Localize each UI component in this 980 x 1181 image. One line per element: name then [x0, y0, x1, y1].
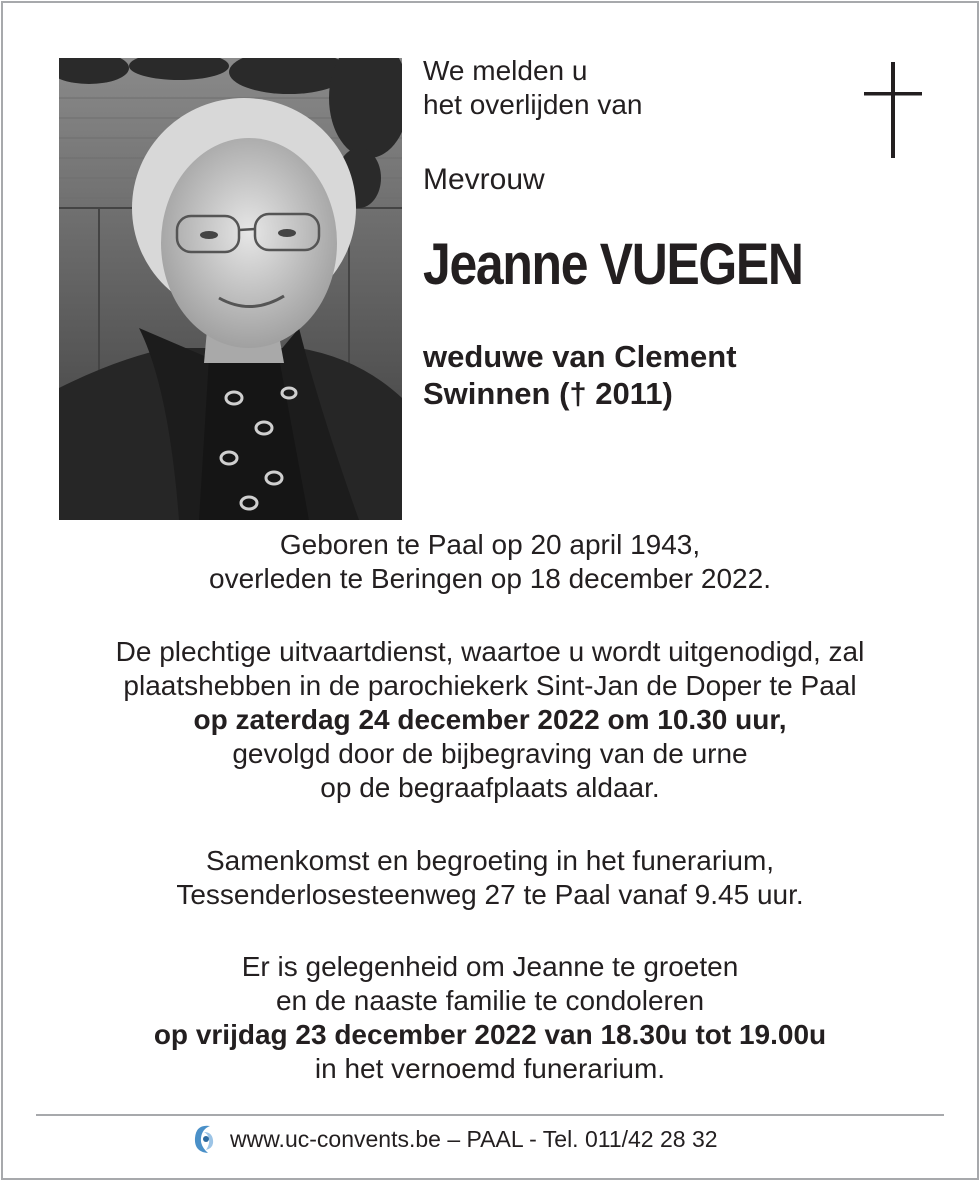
- portrait-photo: [59, 58, 402, 520]
- spouse-line-2: Swinnen († 2011): [423, 376, 673, 411]
- condolence-paragraph: [40, 950, 940, 1086]
- service-line-1: De plechtige uitvaartdienst, waartoe u wordt uitgenodigd, zal: [115, 636, 865, 667]
- intro-line-1: We melden u: [423, 55, 588, 86]
- gathering-line-1: Samenkomst en begroeting in het funerarium,: [205, 845, 775, 876]
- condolence-date: op vrijdag 23 december 2022 van 18.30u tot 19.00u: [153, 1019, 827, 1050]
- footer: [190, 1122, 718, 1156]
- birth-death-paragraph: [40, 528, 940, 596]
- service-line-5: op de begraafplaats aldaar.: [320, 772, 660, 803]
- cross-icon: [864, 62, 922, 158]
- death-line: overleden te Beringen op 18 december 2022.: [209, 563, 771, 594]
- birth-line: Geboren te Paal op 20 april 1943,: [279, 529, 701, 560]
- gathering-paragraph: [40, 844, 940, 912]
- deceased-name: Jeanne VUEGEN: [423, 232, 803, 297]
- announcement-intro: [423, 54, 642, 122]
- funeral-home-logo-icon: [190, 1122, 218, 1156]
- condolence-line-4: in het vernoemd funerarium.: [314, 1053, 666, 1084]
- honorific: Mevrouw: [423, 163, 545, 196]
- service-paragraph: [40, 635, 940, 805]
- spouse-line-1: weduwe van Clement: [423, 339, 737, 374]
- footer-contact: www.uc-convents.be – PAAL - Tel. 011/42 28 32: [230, 1125, 718, 1152]
- footer-divider: [36, 1114, 944, 1116]
- service-date: op zaterdag 24 december 2022 om 10.30 uur,: [193, 704, 787, 735]
- service-line-4: gevolgd door de bijbegraving van de urne: [232, 738, 748, 769]
- condolence-line-2: en de naaste familie te condoleren: [275, 985, 705, 1016]
- intro-line-2: het overlijden van: [423, 89, 643, 120]
- spouse-info: [423, 338, 737, 412]
- gathering-line-2: Tessenderlosesteenweg 27 te Paal vanaf 9.45 uur.: [176, 879, 804, 910]
- service-line-2: plaatshebben in de parochiekerk Sint-Jan de Doper te Paal: [123, 670, 857, 701]
- condolence-line-1: Er is gelegenheid om Jeanne te groeten: [241, 951, 739, 982]
